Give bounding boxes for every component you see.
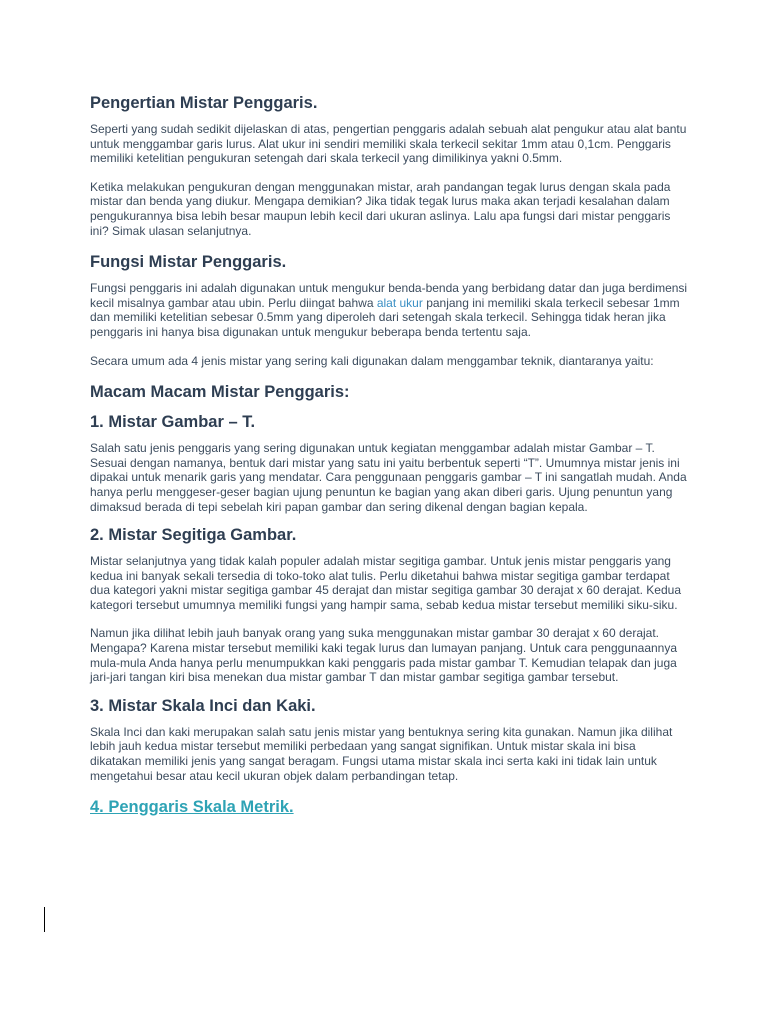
- heading-macam: Macam Macam Mistar Penggaris:: [90, 383, 350, 402]
- paragraph-fungsi-2: Secara umum ada 4 jenis mistar yang sering kali digunakan dalam menggambar teknik, diantaranya yaitu:: [90, 353, 654, 368]
- paragraph-pengertian-2: Ketika melakukan pengukuran dengan menggunakan mistar, arah pandangan tegak lurus dengan skala pada mistar dan benda yang diukur. Mengapa demikian? Jika tidak tegak lurus maka akan terjadi kesalahan dalam pengukurannya bisa lebih besar maupun lebih kecil dari ukuran aslinya. Lalu apa fungsi dari mistar penggaris ini? Simak ulasan selanjutnya.: [90, 179, 671, 238]
- heading-skala-inci: 3. Mistar Skala Inci dan Kaki.: [90, 696, 316, 715]
- document-page: [90, 80, 690, 817]
- heading-skala-metrik-link[interactable]: 4. Penggaris Skala Metrik.: [90, 798, 294, 817]
- heading-pengertian: Pengertian Mistar Penggaris.: [90, 94, 318, 112]
- paragraph-skala-inci-1: Skala Inci dan kaki merupakan salah satu jenis mistar yang bentuknya sering kita gunakan. Namun jika dilihat lebih jauh kedua mistar tersebut memiliki perbedaan yang sangat signifikan. Untuk mistar skala ini bisa dikatakan memiliki jenis yang sangat beragam. Fungsi utama mistar skala inci serta kaki ini tidak lain untuk mengetahui besar atau kecil ukuran objek dalam perbandingan tetap.: [90, 724, 673, 783]
- paragraph-segitiga-1: Mistar selanjutnya yang tidak kalah populer adalah mistar segitiga gambar. Untuk jenis mistar penggaris yang kedua ini banyak sekali tersedia di toko-toko alat tulis. Perlu diketahui bahwa mistar segitiga gambar terdapat dua kategori yakni mistar segitiga gambar 45 derajat dan mistar segitiga gambar 30 derajat x 60 derajat. Kedua kategori tersebut umumnya memiliki fungsi yang hampir sama, sebab kedua mistar tersebut memiliki siku-siku.: [90, 554, 682, 612]
- paragraph-fungsi-1: [90, 281, 690, 339]
- heading-fungsi: Fungsi Mistar Penggaris.: [90, 253, 287, 272]
- paragraph-segitiga-2: Namun jika dilihat lebih jauh banyak orang yang suka menggunakan mistar gambar 30 derajat x 60 derajat. Mengapa? Karena mistar tersebut memiliki kaki tegak lurus dan lumayan panjang. Untuk cara penggunaannya mula-mula Anda hanya perlu menumpukkan kaki penggaris pada mistar gambar T. Kemudian telapak dan juga jari-jari tangan kiri bisa menekan dua mistar gambar T dan mistar gambar segitiga gambar tersebut.: [90, 626, 678, 685]
- heading-segitiga: 2. Mistar Segitiga Gambar.: [90, 526, 297, 545]
- paragraph-fungsi-1-before: Fungsi penggaris ini adalah digunakan untuk mengukur benda-benda yang berbidang datar dan juga berdimensi kecil misalnya gambar atau ubin. Perlu diingat bahwa: [90, 281, 688, 310]
- paragraph-fungsi-1-after: panjang ini memiliki skala terkecil sebesar 1mm dan memiliki ketelitian sebesar 0.5mm yang diperoleh dari setengah skala terkecil. Sehingga tidak heran jika penggaris ini hanya bisa digunakan untuk mengukur beberapa benda tertentu saja.: [90, 295, 680, 339]
- paragraph-gambar-t-1: Salah satu jenis penggaris yang sering digunakan untuk kegiatan menggambar adalah mistar Gambar – T. Sesuai dengan namanya, bentuk dari mistar yang satu ini yaitu berbentuk seperti “T”. Umumnya mistar jenis ini dipakai untuk menarik garis yang mendatar. Cara penggunaan penggaris gambar – T ini sangatlah mudah. Anda hanya perlu menggeser-geser bagian ujung penuntun ke bagian yang akan diberi garis. Ujung penuntun yang dimaksud berada di tepi sebelah kiri papan gambar dan sering dikenal dengan bagian kepala.: [90, 441, 687, 514]
- paragraph-pengertian-1: Seperti yang sudah sedikit dijelaskan di atas, pengertian penggaris adalah sebuah alat pengukur atau alat bantu untuk menggambar garis lurus. Alat ukur ini sendiri memiliki skala terkecil sekitar 1mm atau 0,1cm. Penggaris memiliki ketelitian pengukuran setengah dari skala terkecil yang dimilikinya yakni 0.5mm.: [90, 122, 687, 166]
- heading-gambar-t: 1. Mistar Gambar – T.: [90, 413, 256, 432]
- text-cursor: [44, 907, 45, 932]
- alat-ukur-link[interactable]: alat ukur: [376, 295, 423, 310]
